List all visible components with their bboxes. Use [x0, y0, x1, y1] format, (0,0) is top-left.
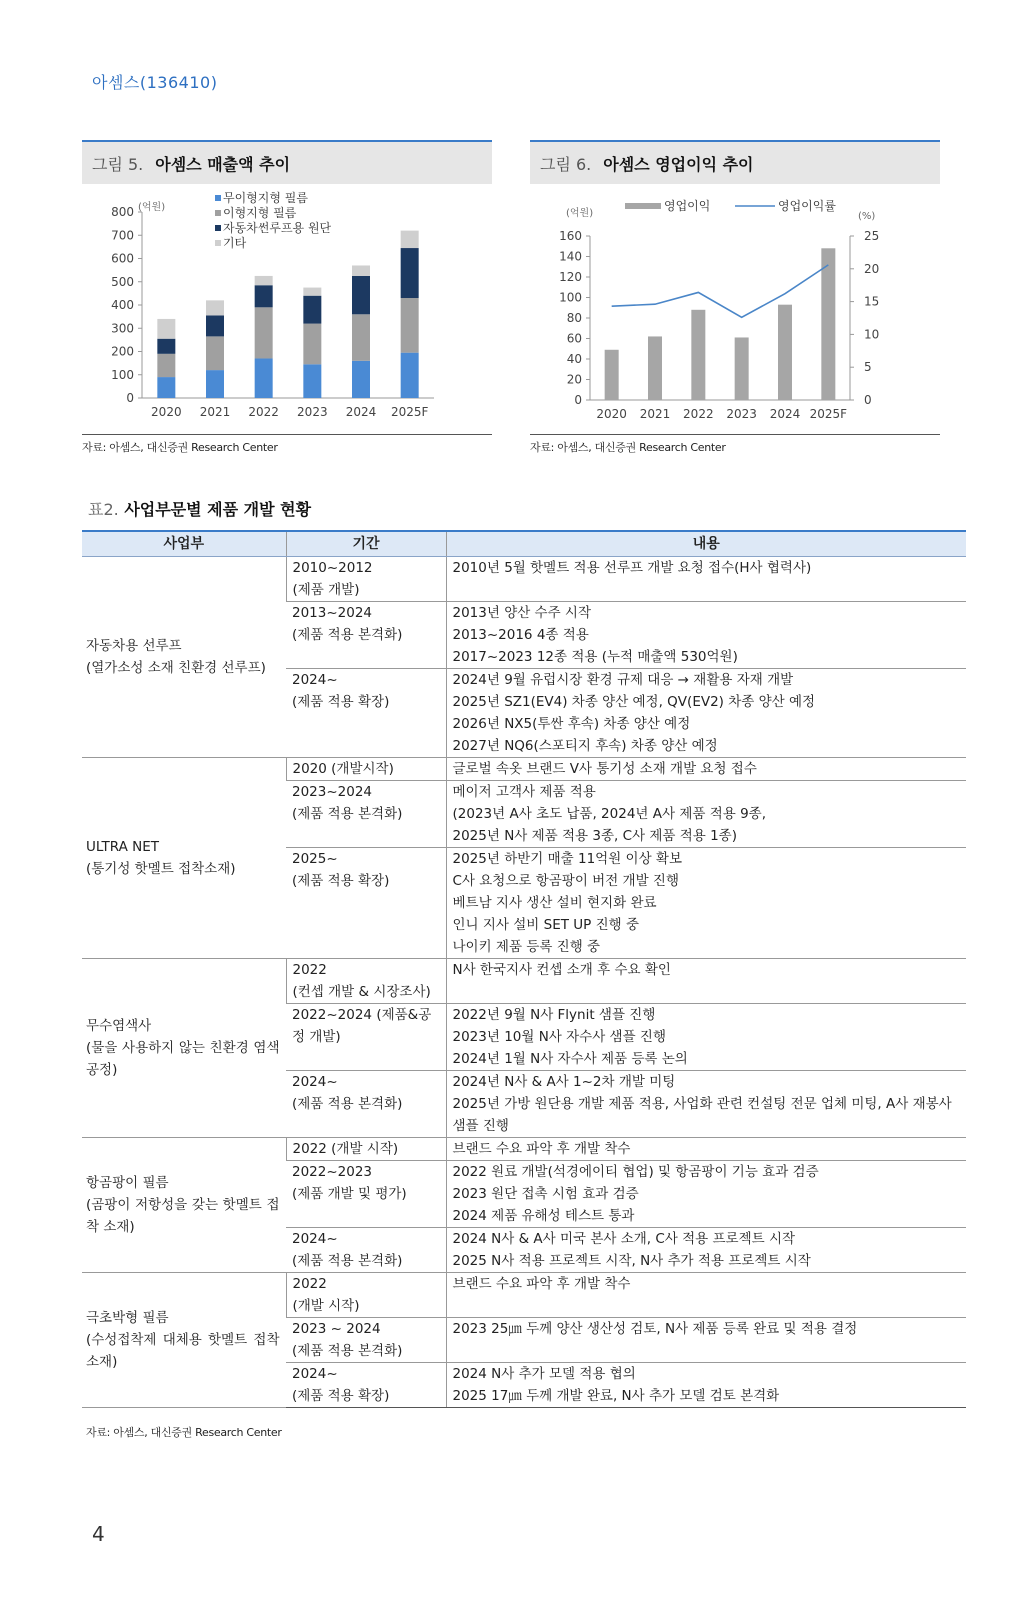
table-title-text: 사업부문별 제품 개발 현황	[124, 500, 312, 519]
legend-swatch	[215, 210, 221, 216]
content-cell: 2010년 5월 핫멜트 적용 선루프 개발 요청 접수(H사 협력사)	[446, 557, 966, 602]
sales-chart-area	[82, 184, 492, 434]
table-row	[82, 1138, 966, 1161]
segment-cell: 항곰팡이 필름 (곰팡이 저항성을 갖는 핫멜트 접착 소재)	[82, 1138, 286, 1273]
table-title	[88, 497, 311, 520]
y-tick-label: 200	[111, 344, 134, 359]
bar-segment	[303, 288, 321, 296]
x-tick-label: 2024	[345, 405, 377, 419]
period-cell: 2024~ (제품 적용 본격화)	[286, 1071, 446, 1138]
bar-segment	[352, 265, 370, 275]
profit-combo-chart	[530, 184, 940, 434]
period-cell: 2022 (개발 시작)	[286, 1273, 446, 1318]
table-row	[82, 557, 966, 602]
x-tick-label: 2025F	[809, 407, 848, 421]
left-unit-label: (억원)	[566, 208, 594, 219]
y-tick-label: 300	[111, 321, 134, 336]
bar-segment	[352, 361, 370, 398]
content-cell: 2024 N사 & A사 미국 본사 소개, C사 적용 프로젝트 시작 2025 N사 적용 프로젝트 시작, N사 추가 적용 프로젝트 시작	[446, 1228, 966, 1273]
segment-cell: ULTRA NET (통기성 핫멜트 접착소재)	[82, 758, 286, 959]
period-cell: 2023~2024 (제품 적용 본격화)	[286, 781, 446, 848]
table-row	[82, 1273, 966, 1318]
left-tick-label: 80	[566, 311, 582, 325]
left-tick-label: 20	[566, 372, 582, 387]
legend-label: 영업이익률	[778, 199, 836, 213]
period-cell: 2022~2023 (제품 개발 및 평가)	[286, 1161, 446, 1228]
bar-segment	[157, 339, 175, 354]
x-tick-label: 2024	[769, 407, 801, 421]
legend-swatch	[215, 195, 221, 201]
table-number: 표2.	[88, 500, 119, 519]
y-tick-label: 500	[111, 274, 134, 289]
right-tick-label: 20	[864, 261, 880, 276]
content-cell: 2023 25㎛ 두께 양산 생산성 검토, N사 제품 등록 완료 및 적용 결정	[446, 1318, 966, 1363]
figure-source: 자료: 아셈스, 대신증권 Research Center	[530, 434, 940, 455]
right-tick-label: 0	[864, 393, 872, 407]
left-tick-label: 160	[559, 229, 582, 243]
bar-segment	[255, 276, 273, 285]
legend-label: 자동차썬루프용 원단	[223, 221, 332, 235]
x-tick-label: 2022	[683, 407, 714, 421]
bar-segment	[401, 231, 419, 248]
right-tick-label: 25	[864, 229, 880, 243]
legend-swatch	[215, 225, 221, 231]
unit-label: (억원)	[138, 202, 166, 213]
y-tick-label: 100	[111, 367, 134, 382]
x-tick-label: 2021	[199, 405, 231, 419]
legend-label: 무이형지형 필름	[223, 191, 308, 205]
figure-title-text: 아셈스 영업이익 추이	[603, 154, 754, 174]
period-cell: 2013~2024 (제품 적용 본격화)	[286, 602, 446, 669]
x-tick-label: 2021	[639, 407, 671, 421]
x-tick-label: 2023	[726, 407, 757, 421]
x-tick-label: 2020	[596, 407, 627, 421]
bar-segment	[352, 314, 370, 361]
period-cell: 2020 (개발시작)	[286, 758, 446, 781]
y-tick-label: 600	[111, 251, 134, 266]
x-tick-label: 2023	[297, 405, 328, 419]
period-cell: 2024~ (제품 적용 확장)	[286, 669, 446, 758]
segment-cell: 자동차용 선루프 (열가소성 소재 친환경 선루프)	[82, 557, 286, 758]
profit-bar	[821, 248, 835, 400]
content-cell: 2022년 9월 N사 Flynit 샘플 진행 2023년 10월 N사 자수사 샘플 진행 2024년 1월 N사 자수사 제품 등록 논의	[446, 1004, 966, 1071]
legend-swatch	[215, 240, 221, 246]
bar-segment	[206, 336, 224, 370]
left-tick-label: 100	[559, 290, 582, 305]
bar-segment	[206, 300, 224, 315]
sales-stacked-bar-chart	[82, 184, 492, 434]
period-cell: 2024~ (제품 적용 본격화)	[286, 1228, 446, 1273]
profit-bar	[605, 350, 619, 400]
period-cell: 2022 (컨셉 개발 & 시장조사)	[286, 959, 446, 1004]
bar-segment	[157, 319, 175, 339]
header-period: 기간	[286, 531, 446, 557]
right-tick-label: 10	[864, 327, 880, 342]
content-cell: 브랜드 수요 파악 후 개발 착수	[446, 1273, 966, 1318]
right-tick-label: 15	[864, 294, 880, 309]
figure-source: 자료: 아셈스, 대신증권 Research Center	[82, 434, 492, 455]
company-header: 아셈스(136410)	[92, 73, 218, 92]
header-content: 내용	[446, 531, 966, 557]
legend-label: 영업이익	[664, 199, 711, 213]
period-cell: 2010~2012 (제품 개발)	[286, 557, 446, 602]
bar-segment	[206, 315, 224, 336]
period-cell: 2024~ (제품 적용 확장)	[286, 1363, 446, 1408]
y-tick-label: 0	[126, 391, 134, 405]
right-tick-label: 5	[864, 360, 872, 375]
right-unit-label: (%)	[858, 211, 876, 222]
bar-segment	[303, 324, 321, 365]
x-tick-label: 2022	[248, 405, 279, 419]
bar-segment	[303, 296, 321, 324]
page-number: 4	[92, 1522, 105, 1546]
figure-number: 그림 6.	[540, 154, 592, 174]
figure-title	[530, 140, 940, 184]
profit-bar	[735, 337, 749, 400]
content-cell: N사 한국지사 컨셉 소개 후 수요 확인	[446, 959, 966, 1004]
content-cell: 메이저 고객사 제품 적용 (2023년 A사 초도 납품, 2024년 A사 제품 적용 9종, 2025년 N사 제품 적용 3종, C사 제품 적용 1종)	[446, 781, 966, 848]
table-source: 자료: 아셈스, 대신증권 Research Center	[86, 1426, 282, 1439]
bar-segment	[157, 377, 175, 398]
content-cell: 2024년 N사 & A사 1~2차 개발 미팅 2025년 가방 원단용 개발 제품 적용, 사업화 관련 컨설팅 전문 업체 미팅, A사 재봉사 샘플 진행	[446, 1071, 966, 1138]
left-tick-label: 140	[559, 249, 582, 264]
profit-chart-area	[530, 184, 940, 434]
segment-cell: 극초박형 필름 (수성접착제 대체용 핫멜트 접착 소재)	[82, 1273, 286, 1408]
bar-segment	[255, 285, 273, 307]
table-row	[82, 758, 966, 781]
period-cell: 2022 (개발 시작)	[286, 1138, 446, 1161]
left-tick-label: 60	[566, 331, 582, 346]
y-tick-label: 700	[111, 228, 134, 243]
x-tick-label: 2025F	[390, 405, 429, 419]
legend-label: 기타	[223, 236, 247, 250]
profit-bar	[648, 336, 662, 400]
bar-segment	[352, 276, 370, 314]
figure-title	[82, 140, 492, 184]
period-cell: 2025~ (제품 적용 확장)	[286, 848, 446, 959]
segment-cell: 무수염색사 (물을 사용하지 않는 친환경 염색 공정)	[82, 959, 286, 1138]
bar-segment	[401, 353, 419, 398]
profit-bar	[778, 305, 792, 400]
figure-number: 그림 5.	[92, 154, 144, 174]
figure-title-text: 아셈스 매출액 추이	[155, 154, 291, 174]
figure-sales-trend	[82, 140, 492, 455]
bar-segment	[206, 370, 224, 398]
content-cell: 2025년 하반기 매출 11억원 이상 확보 C사 요청으로 항곰팡이 버전 개발 진행 베트남 지사 생산 설비 현지화 완료 인니 지사 설비 SET UP 진행 중 나이키 제품 등록 진행 중	[446, 848, 966, 959]
period-cell: 2022~2024 (제품&공정 개발)	[286, 1004, 446, 1071]
content-cell: 글로벌 속옷 브랜드 V사 통기성 소재 개발 요청 접수	[446, 758, 966, 781]
margin-line	[612, 265, 829, 317]
bar-segment	[255, 358, 273, 398]
legend-label: 이형지형 필름	[223, 206, 297, 220]
bar-segment	[303, 364, 321, 398]
y-tick-label: 400	[111, 298, 134, 312]
product-development-table	[82, 530, 966, 1408]
left-tick-label: 0	[574, 393, 582, 407]
left-tick-label: 120	[559, 270, 582, 284]
table-body	[82, 557, 966, 1408]
bar-segment	[401, 298, 419, 353]
table-header-row	[82, 531, 966, 557]
left-tick-label: 40	[566, 352, 582, 366]
bar-segment	[401, 248, 419, 298]
bar-segment	[255, 307, 273, 358]
content-cell: 브랜드 수요 파악 후 개발 착수	[446, 1138, 966, 1161]
y-tick-label: 800	[111, 205, 134, 219]
profit-bar	[691, 310, 705, 400]
content-cell: 2013년 양산 수주 시작 2013~2016 4종 적용 2017~2023 12종 적용 (누적 매출액 530억원)	[446, 602, 966, 669]
period-cell: 2023 ~ 2024 (제품 적용 본격화)	[286, 1318, 446, 1363]
content-cell: 2024년 9월 유럽시장 환경 규제 대응 → 재활용 자재 개발 2025년 SZ1(EV4) 차종 양산 예정, QV(EV2) 차종 양산 예정 2026년 NX5(투싼 후속) 차종 양산 예정 2027년 NQ6(스포티지 후속) 차종 양산 예정	[446, 669, 966, 758]
bar-segment	[157, 354, 175, 377]
figure-operating-profit-trend	[530, 140, 940, 455]
legend-swatch-bar	[625, 203, 661, 209]
content-cell: 2024 N사 추가 모델 적용 협의 2025 17㎛ 두께 개발 완료, N사 추가 모델 검토 본격화	[446, 1363, 966, 1408]
table-row	[82, 959, 966, 1004]
header-segment: 사업부	[82, 531, 286, 557]
x-tick-label: 2020	[151, 405, 182, 419]
content-cell: 2022 원료 개발(석경에이티 협업) 및 항곰팡이 기능 효과 검증 2023 원단 접촉 시험 효과 검증 2024 제품 유해성 테스트 통과	[446, 1161, 966, 1228]
